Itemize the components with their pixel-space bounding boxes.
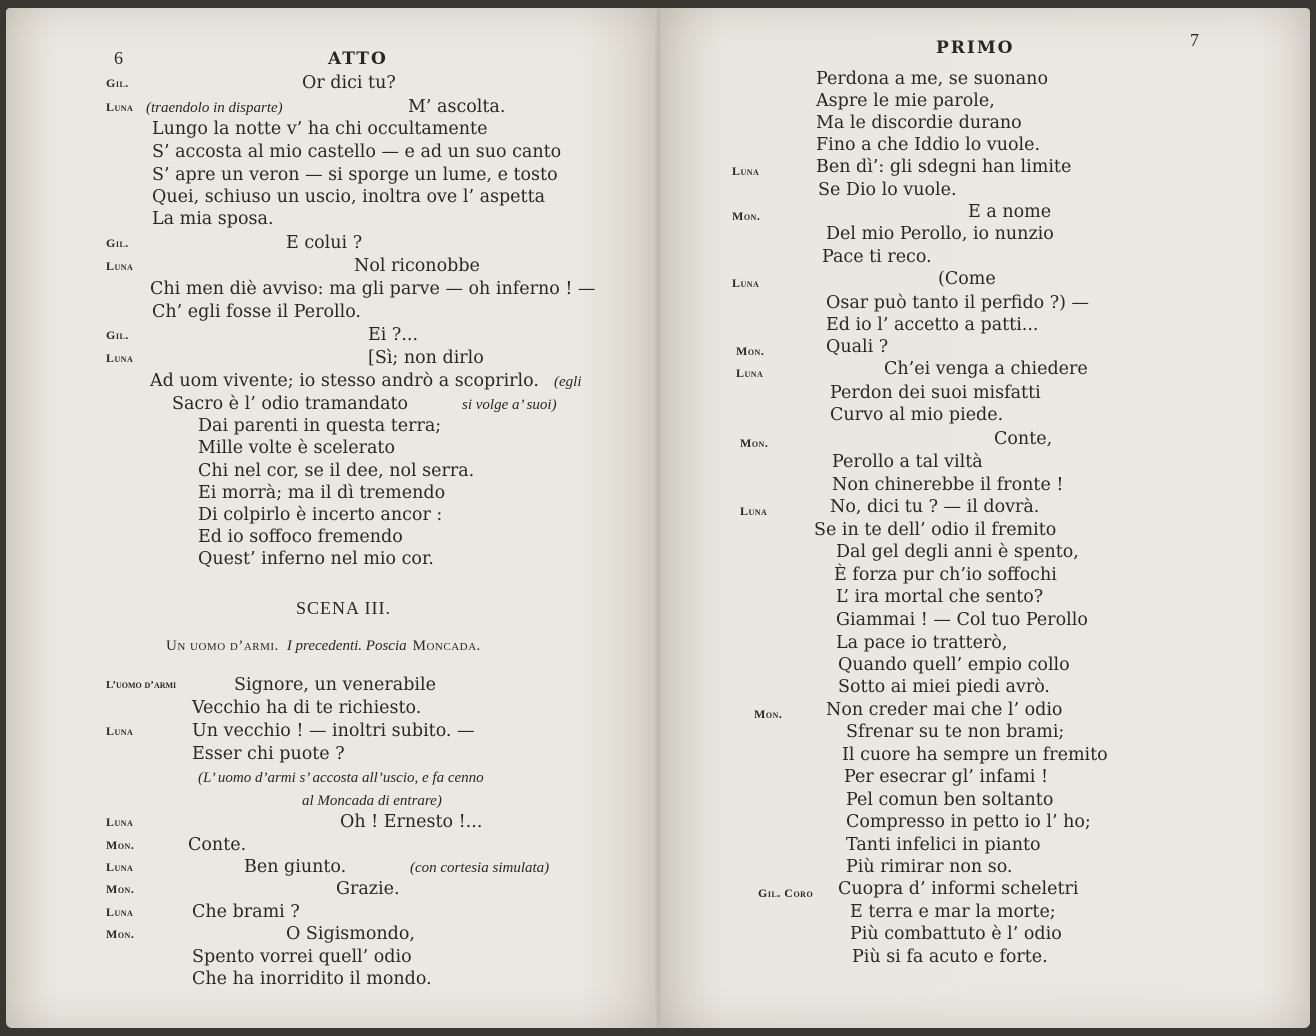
verse-line: Quest’ inferno nel mio cor. — [198, 549, 434, 569]
verse-line: Che ha inorridito il mondo. — [192, 969, 432, 989]
verse-line: Chi men diè avviso: ma gli parve — oh inferno ! — — [150, 279, 596, 299]
verse-line: Grazie. — [336, 879, 400, 899]
verse-line: Più rimirar non so. — [846, 857, 1013, 877]
verse-line: Curvo al mio piede. — [830, 405, 1004, 425]
verse-line: Chi nel cor, se il dee, nol serra. — [198, 461, 475, 481]
speaker-label: Luna — [106, 905, 134, 919]
verse-line: O Sigismondo, — [286, 924, 415, 944]
speaker-label: Mon. — [740, 436, 769, 450]
verse-line: Pel comun ben soltanto — [846, 790, 1054, 810]
speaker-label: Luna — [732, 276, 760, 290]
speaker-label: Luna — [106, 860, 134, 874]
stage-direction: (L’ uomo d’armi s’ accosta all’uscio, e fa cenno — [198, 770, 484, 786]
verse-line: Ben dì’: gli sdegni han limite — [816, 157, 1072, 177]
speaker-label: Luna — [740, 504, 768, 518]
speaker-label: Luna — [106, 724, 134, 738]
speaker-label: Mon. — [106, 838, 135, 852]
persons-soldier: Un uomo d’armi. — [166, 638, 279, 654]
verse-line: Ad uom vivente; io stesso andrò a scoprirlo. — [150, 371, 539, 391]
verse-line: Oh ! Ernesto !... — [340, 812, 483, 832]
verse-line: Nol riconobbe — [354, 256, 480, 276]
verse-line: Quei, schiuso un uscio, inoltra ove l’ aspetta — [152, 187, 546, 207]
speaker-label: Gil. — [106, 76, 129, 90]
speaker-label: Mon. — [736, 344, 765, 358]
verse-line: Quando quell’ empio collo — [838, 655, 1070, 675]
verse-line: Osar può tanto il perfido ?) — — [826, 293, 1090, 313]
verse-line: Più combattuto è l’ odio — [850, 924, 1062, 944]
verse-line: No, dici tu ? — il dovrà. — [830, 497, 1040, 517]
verse-line: S’ apre un veron — si sporge un lume, e tosto — [152, 165, 558, 185]
verse-line: Se Dio lo vuole. — [818, 180, 957, 200]
verse-line: La pace io tratterò, — [836, 633, 1008, 653]
stage-direction: (traendolo in disparte) — [146, 100, 283, 116]
verse-line: Dal gel degli anni è spento, — [836, 542, 1079, 562]
persons-moncada: Moncada. — [412, 638, 481, 654]
verse-line: E colui ? — [286, 233, 363, 253]
verse-line: Conte. — [188, 835, 247, 855]
verse-line: Pace ti reco. — [822, 247, 932, 267]
speaker-label: Luna — [732, 164, 760, 178]
verse-line: Vecchio ha di te richiesto. — [192, 698, 422, 718]
verse-line: L’ ira mortal che sento? — [836, 587, 1044, 607]
right-page — [660, 8, 1310, 1028]
verse-line: Quali ? — [826, 337, 889, 357]
verse-line: Cuopra d’ informi scheletri — [838, 879, 1079, 899]
verse-line: Lungo la notte v’ ha chi occultamente — [152, 119, 488, 139]
verse-line: Dai parenti in questa terra; — [198, 416, 442, 436]
speaker-label: Luna — [106, 100, 134, 114]
verse-line: Ma le discordie durano — [816, 113, 1022, 133]
speaker-label: L’uomo d’armi — [106, 679, 177, 691]
speaker-label: Luna — [106, 351, 134, 365]
speaker-label: Mon. — [106, 882, 135, 896]
running-head: PRIMO — [936, 38, 1015, 58]
verse-line: Perdon dei suoi misfatti — [830, 383, 1041, 403]
verse-line: Tanti infelici in pianto — [846, 835, 1041, 855]
verse-line: Ch’ei venga a chiedere — [884, 359, 1088, 379]
stage-direction: (con cortesia simulata) — [410, 860, 550, 876]
speaker-label: Luna — [736, 366, 764, 380]
verse-line: [Sì; non dirlo — [368, 348, 484, 368]
speaker-label: Mon. — [106, 927, 135, 941]
verse-line: Non creder mai che l’ odio — [826, 700, 1063, 720]
verse-line: S’ accosta al mio castello — e ad un suo canto — [152, 142, 562, 162]
stage-direction: (egli — [554, 374, 582, 390]
page-number: 6 — [114, 48, 123, 68]
verse-line: Perdona a me, se suonano — [816, 69, 1048, 89]
verse-line: Perollo a tal viltà — [832, 452, 983, 472]
verse-line: E a nome — [968, 202, 1052, 222]
speaker-label: Gil. — [106, 328, 129, 342]
speaker-label: Mon. — [754, 707, 783, 721]
verse-line: Giammai ! — Col tuo Perollo — [836, 610, 1088, 630]
verse-line: Ch’ egli fosse il Perollo. — [152, 302, 361, 322]
stage-direction: al Moncada di entrare) — [302, 793, 442, 809]
verse-line: Aspre le mie parole, — [816, 91, 995, 111]
verse-line: Spento vorrei quell’ odio — [192, 947, 412, 967]
verse-line: Conte, — [994, 429, 1053, 449]
verse-line: Di colpirlo è incerto ancor : — [198, 505, 443, 525]
verse-line: La mia sposa. — [152, 209, 274, 229]
verse-line: Sotto ai miei piedi avrò. — [838, 677, 1050, 697]
verse-line: (Come — [938, 269, 996, 289]
verse-line: Ei morrà; ma il dì tremendo — [198, 483, 446, 503]
verse-line: Più si fa acuto e forte. — [852, 947, 1048, 967]
verse-line: Del mio Perollo, io nunzio — [826, 224, 1054, 244]
speaker-label: Mon. — [732, 209, 761, 223]
running-head: ATTO — [328, 49, 388, 69]
verse-line: Esser chi puote ? — [192, 744, 345, 764]
verse-line: Or dici tu? — [302, 73, 396, 93]
scene-title: SCENA III. — [296, 598, 391, 618]
verse-line: Fino a che Iddio lo vuole. — [816, 135, 1041, 155]
verse-line: Un vecchio ! — inoltri subito. — — [192, 721, 475, 741]
verse-line: Ed io l’ accetto a patti... — [826, 315, 1039, 335]
speaker-label: Gil. — [106, 236, 129, 250]
verse-line: Sacro è l’ odio tramandato — [172, 394, 409, 414]
scene-persons — [166, 638, 481, 655]
speaker-label: Luna — [106, 259, 134, 273]
verse-line: Ed io soffoco fremendo — [198, 527, 403, 547]
verse-line: Se in te dell’ odio il fremito — [814, 520, 1057, 540]
verse-line: Per esecrar gl’ infami ! — [844, 767, 1048, 787]
verse-line: Il cuore ha sempre un fremito — [842, 745, 1108, 765]
verse-line: Mille volte è scelerato — [198, 438, 395, 458]
page-number: 7 — [1190, 30, 1199, 50]
verse-line: Sfrenar su te non brami; — [846, 722, 1065, 742]
verse-line: E terra e mar la morte; — [850, 902, 1056, 922]
verse-line: È forza pur ch’io soffochi — [834, 565, 1057, 585]
persons-precedenti: I precedenti. Poscia — [286, 638, 407, 654]
verse-line: Non chinerebbe il fronte ! — [832, 475, 1064, 495]
speaker-label: Gil. Coro — [758, 886, 814, 900]
verse-line: M’ ascolta. — [408, 97, 506, 117]
verse-line: Che brami ? — [192, 902, 300, 922]
stage-direction: si volge a’ suoi) — [462, 397, 557, 413]
verse-line: Compresso in petto io l’ ho; — [846, 812, 1091, 832]
speaker-label: Luna — [106, 815, 134, 829]
verse-line: Ei ?... — [368, 325, 419, 345]
verse-line: Signore, un venerabile — [234, 675, 436, 695]
verse-line: Ben giunto. — [244, 857, 347, 877]
left-page — [6, 8, 658, 1028]
